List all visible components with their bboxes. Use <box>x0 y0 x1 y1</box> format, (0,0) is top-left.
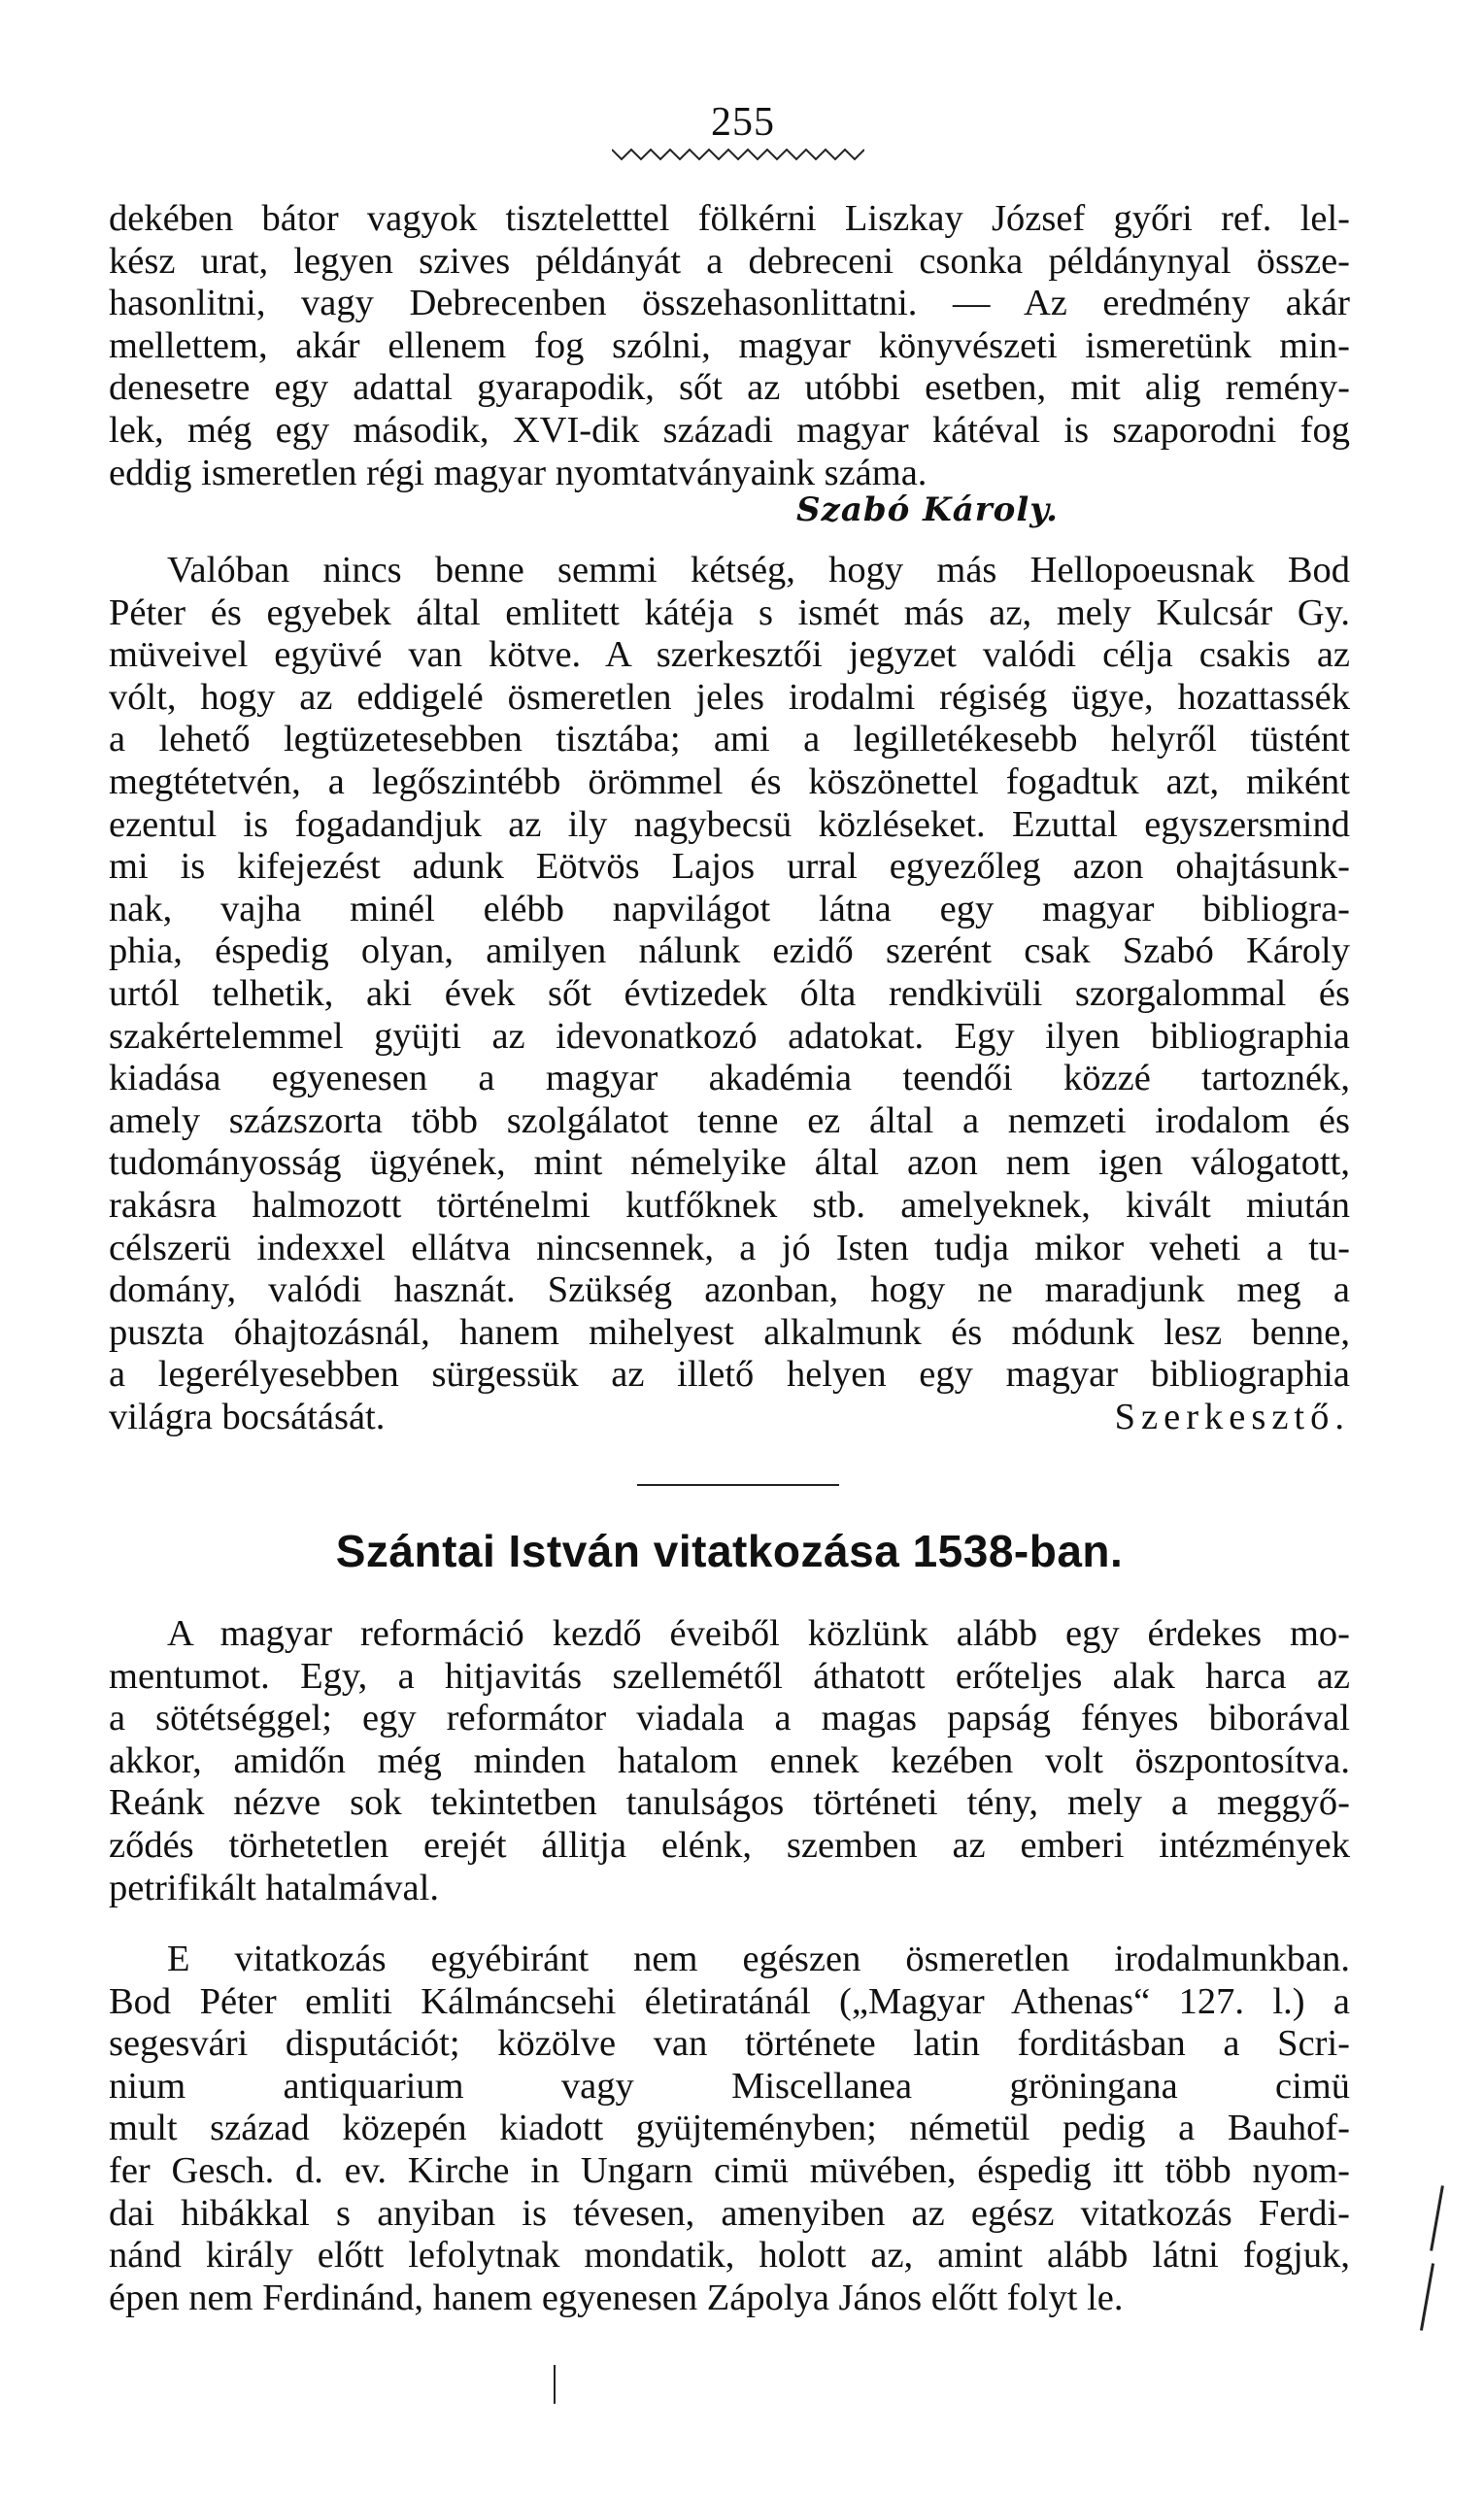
text-line: amely százszorta több szolgálatot tenne ez által a nemzeti irodalom és <box>109 1099 1350 1141</box>
section-divider <box>637 1484 839 1486</box>
text-line: eddig ismeretlen régi magyar nyomtatványaink száma. <box>109 452 928 493</box>
text-line: müveivel együvé van kötve. A szerkesztői jegyzet valódi célja csakis az <box>109 634 1350 676</box>
text-line: ezentul is fogadandjuk az ily nagybecsü közléseket. Ezuttal egyszersmind <box>109 803 1350 845</box>
editorial-note-paragraph <box>109 550 1350 1438</box>
text-line: tudományosság ügyének, mint némelyike által azon nem igen válogatott, <box>109 1142 1350 1184</box>
text-line: E vitatkozás egyébiránt nem egészen ösmeretlen irodalmunkban. <box>167 1939 1350 1979</box>
text-line: kiadása egyenesen a magyar akadémia teendői közzé tartoznék, <box>109 1058 1350 1099</box>
text-line: domány, valódi hasznát. Szükség azonban, hogy ne maradjunk meg a <box>109 1269 1350 1311</box>
text-line: urtól telhetik, aki évek sőt évtizedek ólta rendkivüli szorgalommal és <box>109 972 1350 1014</box>
text-line: nium antiquarium vagy Miscellanea gröningana cimü <box>109 2065 1350 2107</box>
text-line: dai hibákkal s anyiban is tévesen, amenyiben az egész vitatkozás Ferdi- <box>109 2192 1350 2234</box>
text-line: megtétetvén, a legőszintébb örömmel és köszönettel fogadtuk azt, miként <box>109 760 1350 802</box>
text-line: Valóban nincs benne semmi kétség, hogy más Hellopoeusnak Bod <box>167 550 1350 591</box>
text-line: a lehető legtüzetesebben tisztába; ami a legilletékesebb helyről tüstént <box>109 719 1350 760</box>
text-line: ződés törhetetlen erejét állitja elénk, szemben az emberi intézmények <box>109 1824 1350 1866</box>
page-number-ornament <box>612 146 864 163</box>
text-line: fer Gesch. d. ev. Kirche in Ungarn cimü müvében, éspedig itt több nyom- <box>109 2149 1350 2191</box>
text-line: mi is kifejezést adunk Eötvös Lajos urral egyezőleg azon ohajtásunk- <box>109 846 1350 888</box>
text-line: akkor, amidőn még minden hatalom ennek kezében volt öszpontosítva. <box>109 1739 1350 1781</box>
text-line: szakértelemmel gyüjti az idevonatkozó adatokat. Egy ilyen bibliographia <box>109 1015 1350 1057</box>
text-line: mellettem, akár ellenem fog szólni, magyar könyvészeti ismeretünk min- <box>109 324 1350 366</box>
text-line: a sötétséggel; egy reformátor viadala a magas papság fényes biborával <box>109 1698 1350 1739</box>
article-intro-paragraph <box>109 1613 1350 1909</box>
text-line: lek, még egy második, XVI-dik századi magyar kátéval is szaporodni fog <box>109 409 1350 451</box>
margin-pencil-mark <box>1430 2185 1444 2250</box>
text-line: vólt, hogy az eddigelé ösmeretlen jeles irodalmi régiség ügye, hozattassék <box>109 676 1350 718</box>
text-line: Bod Péter emliti Kálmáncsehi életiratánál („Magyar Athenas“ 127. l.) a <box>109 1980 1350 2022</box>
page-number: 255 <box>711 100 775 145</box>
text-line: kész urat, legyen szives példányát a debreceni csonka példánynyal össze- <box>109 240 1350 282</box>
article-title: Szántai István vitatkozása 1538-ban. <box>335 1526 1124 1576</box>
text-line: nak, vajha minél elébb napvilágot látna egy magyar bibliogra- <box>109 888 1350 929</box>
text-line: rakásra halmozott történelmi kutfőknek stb. amelyeknek, kivált miután <box>109 1184 1350 1226</box>
margin-pencil-mark <box>554 2365 556 2404</box>
text-line: segesvári disputációt; közölve van története latin forditásban a Scri- <box>109 2023 1350 2065</box>
text-line: Péter és egyebek által emlitett kátéja s ismét más az, mely Kulcsár Gy. <box>109 591 1350 633</box>
text-line: phia, éspedig olyan, amilyen nálunk ezidő szerént csak Szabó Károly <box>109 930 1350 972</box>
text-line: Reánk nézve sok tekintetben tanulságos történeti tény, mely a meggyő- <box>109 1782 1350 1824</box>
text-line: mentumot. Egy, a hitjavitás szellemétől áthatott erőteljes alak harca az <box>109 1655 1350 1697</box>
text-line: a legerélyesebben sürgessük az illető helyen egy magyar bibliographia <box>109 1354 1350 1396</box>
margin-pencil-mark <box>1420 2263 1434 2330</box>
editor-signature: Szerkesztő. <box>1114 1397 1350 1437</box>
author-signature: Szabó Károly. <box>796 490 1059 529</box>
text-line: dekében bátor vagyok tiszteletttel fölkérni Liszkay József győri ref. lel- <box>109 198 1350 239</box>
article-second-paragraph <box>109 1939 1350 2319</box>
text-line: denesetre egy adattal gyarapodik, sőt az utóbbi esetben, mit alig remény- <box>109 367 1350 409</box>
text-line: puszta óhajtozásnál, hanem mihelyest alkalmunk és módunk lesz benne, <box>109 1311 1350 1353</box>
letter-continuation-paragraph <box>109 198 1350 494</box>
text-line: világra bocsátását. <box>109 1396 386 1437</box>
text-line: petrifikált hatalmával. <box>109 1867 439 1908</box>
text-line: nánd király előtt lefolytnak mondatik, holott az, amint alább látni fogjuk, <box>109 2235 1350 2277</box>
text-line: mult század közepén kiadott gyüjteményben; németül pedig a Bauhof- <box>109 2108 1350 2149</box>
text-line: A magyar reformáció kezdő éveiből közlünk alább egy érdekes mo- <box>167 1613 1350 1654</box>
text-line: hasonlitni, vagy Debrecenben összehasonlittatni. — Az eredmény akár <box>109 283 1350 324</box>
text-line: épen nem Ferdinánd, hanem egyenesen Zápolya János előtt folyt le. <box>109 2277 1124 2318</box>
text-line: célszerü indexxel ellátva nincsennek, a jó Isten tudja mikor veheti a tu- <box>109 1227 1350 1268</box>
